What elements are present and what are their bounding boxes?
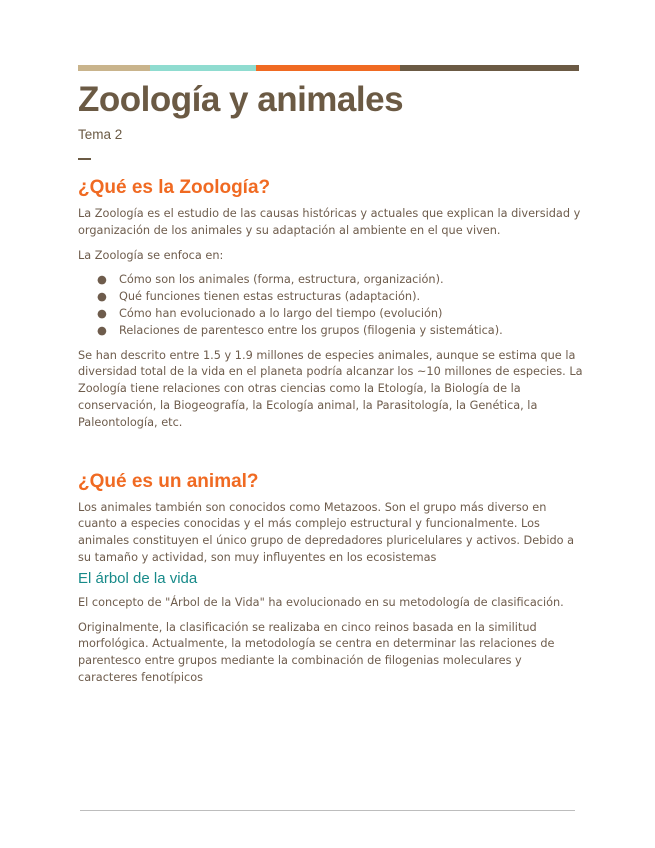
section1-heading: ¿Qué es la Zoología? <box>78 177 271 198</box>
color-bar-segment-orange <box>256 65 400 71</box>
focus-bullet-list <box>78 272 583 339</box>
section2-heading: ¿Qué es un animal? <box>78 470 259 492</box>
color-bar-segment-tan <box>78 65 150 71</box>
section1-paragraph-2: La Zoología se enfoca en: <box>78 248 224 262</box>
title-underline-rule <box>78 158 91 160</box>
bullet-dot-icon: ● <box>97 323 107 337</box>
bullet-dot-icon: ● <box>97 290 107 304</box>
section2-paragraph-2: El concepto de "Árbol de la Vida" ha evolucionado en su metodología de clasificación. <box>78 595 564 609</box>
bullet-dot-icon: ● <box>97 306 107 320</box>
list-item <box>78 306 583 323</box>
section1-paragraph-3: Se han descrito entre 1.5 y 1.9 millones de especies animales, aunque se estima que la diversidad total de la vida en el planeta podría alcanzar los ~10 millones de especies. La Zoología tiene relaciones con otras ciencias como la Etología, la Biología de la conservación, la Biogeografía, la Ecología animal, la Parasitología, la Genética, la Paleontología, etc. <box>78 348 583 429</box>
color-bar-segment-brown <box>400 65 579 71</box>
color-bar-segment-aqua <box>150 65 256 71</box>
section2-paragraph-3: Originalmente, la clasificación se realizaba en cinco reinos basada en la similitud morfológica. Actualmente, la metodología se centra en determinar las relaciones de parentesco entre grupos mediante la combinación de filogenias moleculares y caracteres fenotípicos <box>78 620 555 684</box>
list-item-text: Cómo han evolucionado a lo largo del tiempo (evolución) <box>119 306 443 320</box>
list-item-text: Cómo son los animales (forma, estructura, organización). <box>119 273 444 287</box>
list-item-text: Qué funciones tienen estas estructuras (adaptación). <box>119 290 421 304</box>
list-item-text: Relaciones de parentesco entre los grupos (filogenia y sistemática). <box>119 323 503 337</box>
section1-paragraph-1: La Zoología es el estudio de las causas históricas y actuales que explican la diversidad y organización de los animales y su adaptación al ambiente en el que viven. <box>78 207 581 237</box>
bullet-dot-icon: ● <box>97 273 107 287</box>
list-item <box>78 323 583 340</box>
list-item <box>78 289 583 306</box>
document-title: Zoología y animales <box>78 80 404 119</box>
document-body <box>78 78 583 687</box>
tree-of-life-subheading: El árbol de la vida <box>78 569 198 587</box>
header-color-bar <box>78 65 579 71</box>
document-subtitle: Tema 2 <box>78 127 123 142</box>
footer-divider-line <box>80 810 575 811</box>
section2-paragraph-1: Los animales también son conocidos como Metazoos. Son el grupo más diverso en cuanto a especies conocidas y el más complejo estructural y funcionalmente. Los animales constituyen el único grupo de depredadores pluricelulares y activos. Debido a su tamaño y actividad, son muy influyentes en los ecosistemas <box>78 500 575 564</box>
list-item <box>78 272 583 289</box>
